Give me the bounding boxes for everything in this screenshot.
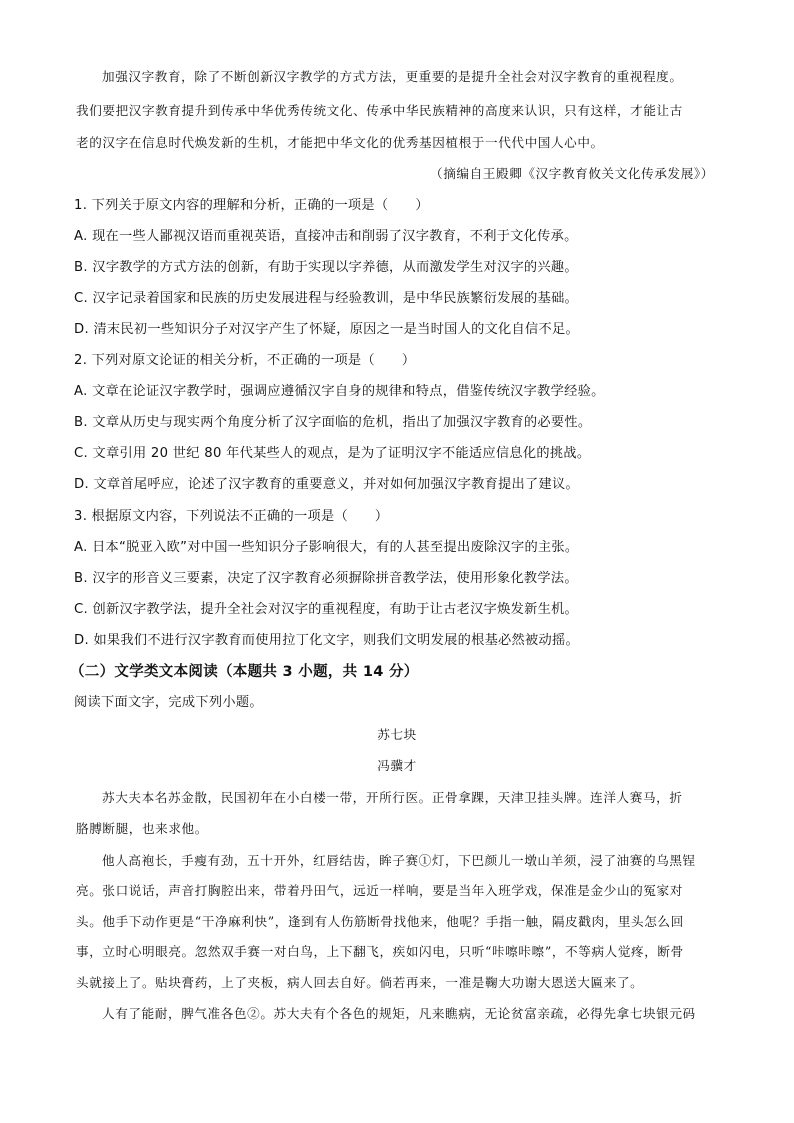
story-line-5: 头。他手下动作更是“干净麻利快”，逢到有人伤筋断骨找他来，他呢？手指一触，隔皮戳肉，里头怎么回 (76, 914, 684, 929)
section-instruction: 阅读下面文字，完成下列小题。 (74, 695, 263, 710)
question-1-option-c: C. 汉字记录着国家和民族的历史发展进程与经验教训，是中华民族繁衍发展的基础。 (74, 291, 579, 306)
question-1-stem: 1. 下列关于原文内容的理解和分析，正确的一项是（ ） (74, 198, 429, 213)
question-2-option-a: A. 文章在论证汉字教学时，强调应遵循汉字自身的规律和特点，借鉴传统汉字教学经验。 (74, 384, 605, 399)
question-3-option-a: A. 日本“脱亚入欧”对中国一些知识分子影响很大，有的人甚至提出废除汉字的主张。 (74, 540, 579, 555)
story-line-8: 人有了能耐，脾气准各色②。苏大夫有个各色的规矩，凡来瞧病，无论贫富亲疏，必得先拿七块银元码 (102, 1006, 696, 1021)
story-line-2: 胳膊断腿，也来求他。 (76, 821, 208, 836)
section-heading: （二）文学类文本阅读（本题共 3 小题，共 14 分） (70, 664, 419, 680)
question-3-option-b: B. 汉字的形音义三要素，决定了汉字教育必须摒除拼音教学法，使用形象化教学法。 (74, 571, 578, 586)
question-1-option-d: D. 清末民初一些知识分子对汉字产生了怀疑，原因之一是当时国人的文化自信不足。 (74, 322, 579, 337)
story-title: 苏七块 (377, 727, 417, 742)
story-line-6: 事，立时心明眼亮。忽然双手赛一对白鸟，上下翻飞，疾如闪电，只听“咔嚓咔嚓”，不等病人觉疼，断骨 (76, 944, 684, 959)
question-2-option-d: D. 文章首尾呼应，论述了汉字教育的重要意义，并对如何加强汉字教育提出了建议。 (74, 477, 579, 492)
question-2-option-c: C. 文章引用 20 世纪 80 年代某些人的观点，是为了证明汉字不能适应信息化的挑战。 (74, 446, 591, 461)
story-author: 冯骥才 (377, 758, 417, 773)
question-2-option-b: B. 文章从历史与现实两个角度分析了汉字面临的危机，指出了加强汉字教育的必要性。 (74, 415, 592, 430)
question-3-option-d: D. 如果我们不进行汉字教育而使用拉丁化文字，则我们文明发展的根基必然被动摇。 (74, 633, 579, 648)
story-line-4: 亮。张口说话，声音打胸腔出来，带着丹田气，远近一样响，要是当年入班学戏，保准是金少山的冤家对 (76, 883, 683, 898)
story-line-7: 头就接上了。贴块膏药，上了夹板，病人回去自好。倘若再来，一准是鞠大功谢大恩送大匾来了。 (76, 975, 644, 990)
story-line-1: 苏大夫本名苏金散，民国初年在小白楼一带，开所行医。正骨拿踝，天津卫挂头牌。连洋人赛马，折 (102, 790, 683, 805)
question-3-option-c: C. 创新汉字教学法，提升全社会对汉字的重视程度，有助于让古老汉字焕发新生机。 (74, 602, 579, 617)
passage-line-2: 我们要把汉字教育提升到传承中华优秀传统文化、传承中华民族精神的高度来认识，只有这样，才能让古 (76, 103, 683, 118)
question-1-option-b: B. 汉字教学的方式方法的创新，有助于实现以字养德，从而激发学生对汉字的兴趣。 (74, 260, 578, 275)
question-2-stem: 2. 下列对原文论证的相关分析，不正确的一项是（ ） (74, 353, 416, 368)
story-line-3: 他人高袍长，手瘦有劲，五十开外，红唇结齿，眸子赛①灯，下巴颜儿一墩山羊须，浸了油赛的乌黑锃 (102, 853, 696, 868)
passage-source: （摘编自王殿卿《汉字教育攸关文化传承发展》） (430, 166, 714, 181)
question-1-option-a: A. 现在一些人鄙视汉语而重视英语，直接冲击和削弱了汉字教育，不利于文化传承。 (74, 229, 578, 244)
passage-line-1: 加强汉字教育，除了不断创新汉字教学的方式方法，更重要的是提升全社会对汉字教育的重视程度。 (102, 69, 683, 84)
question-3-stem: 3. 根据原文内容，下列说法不正确的一项是（ ） (74, 509, 389, 524)
passage-line-3: 老的汉字在信息时代焕发新的生机，才能把中华文化的优秀基因植根于一代代中国人心中。 (76, 135, 604, 150)
